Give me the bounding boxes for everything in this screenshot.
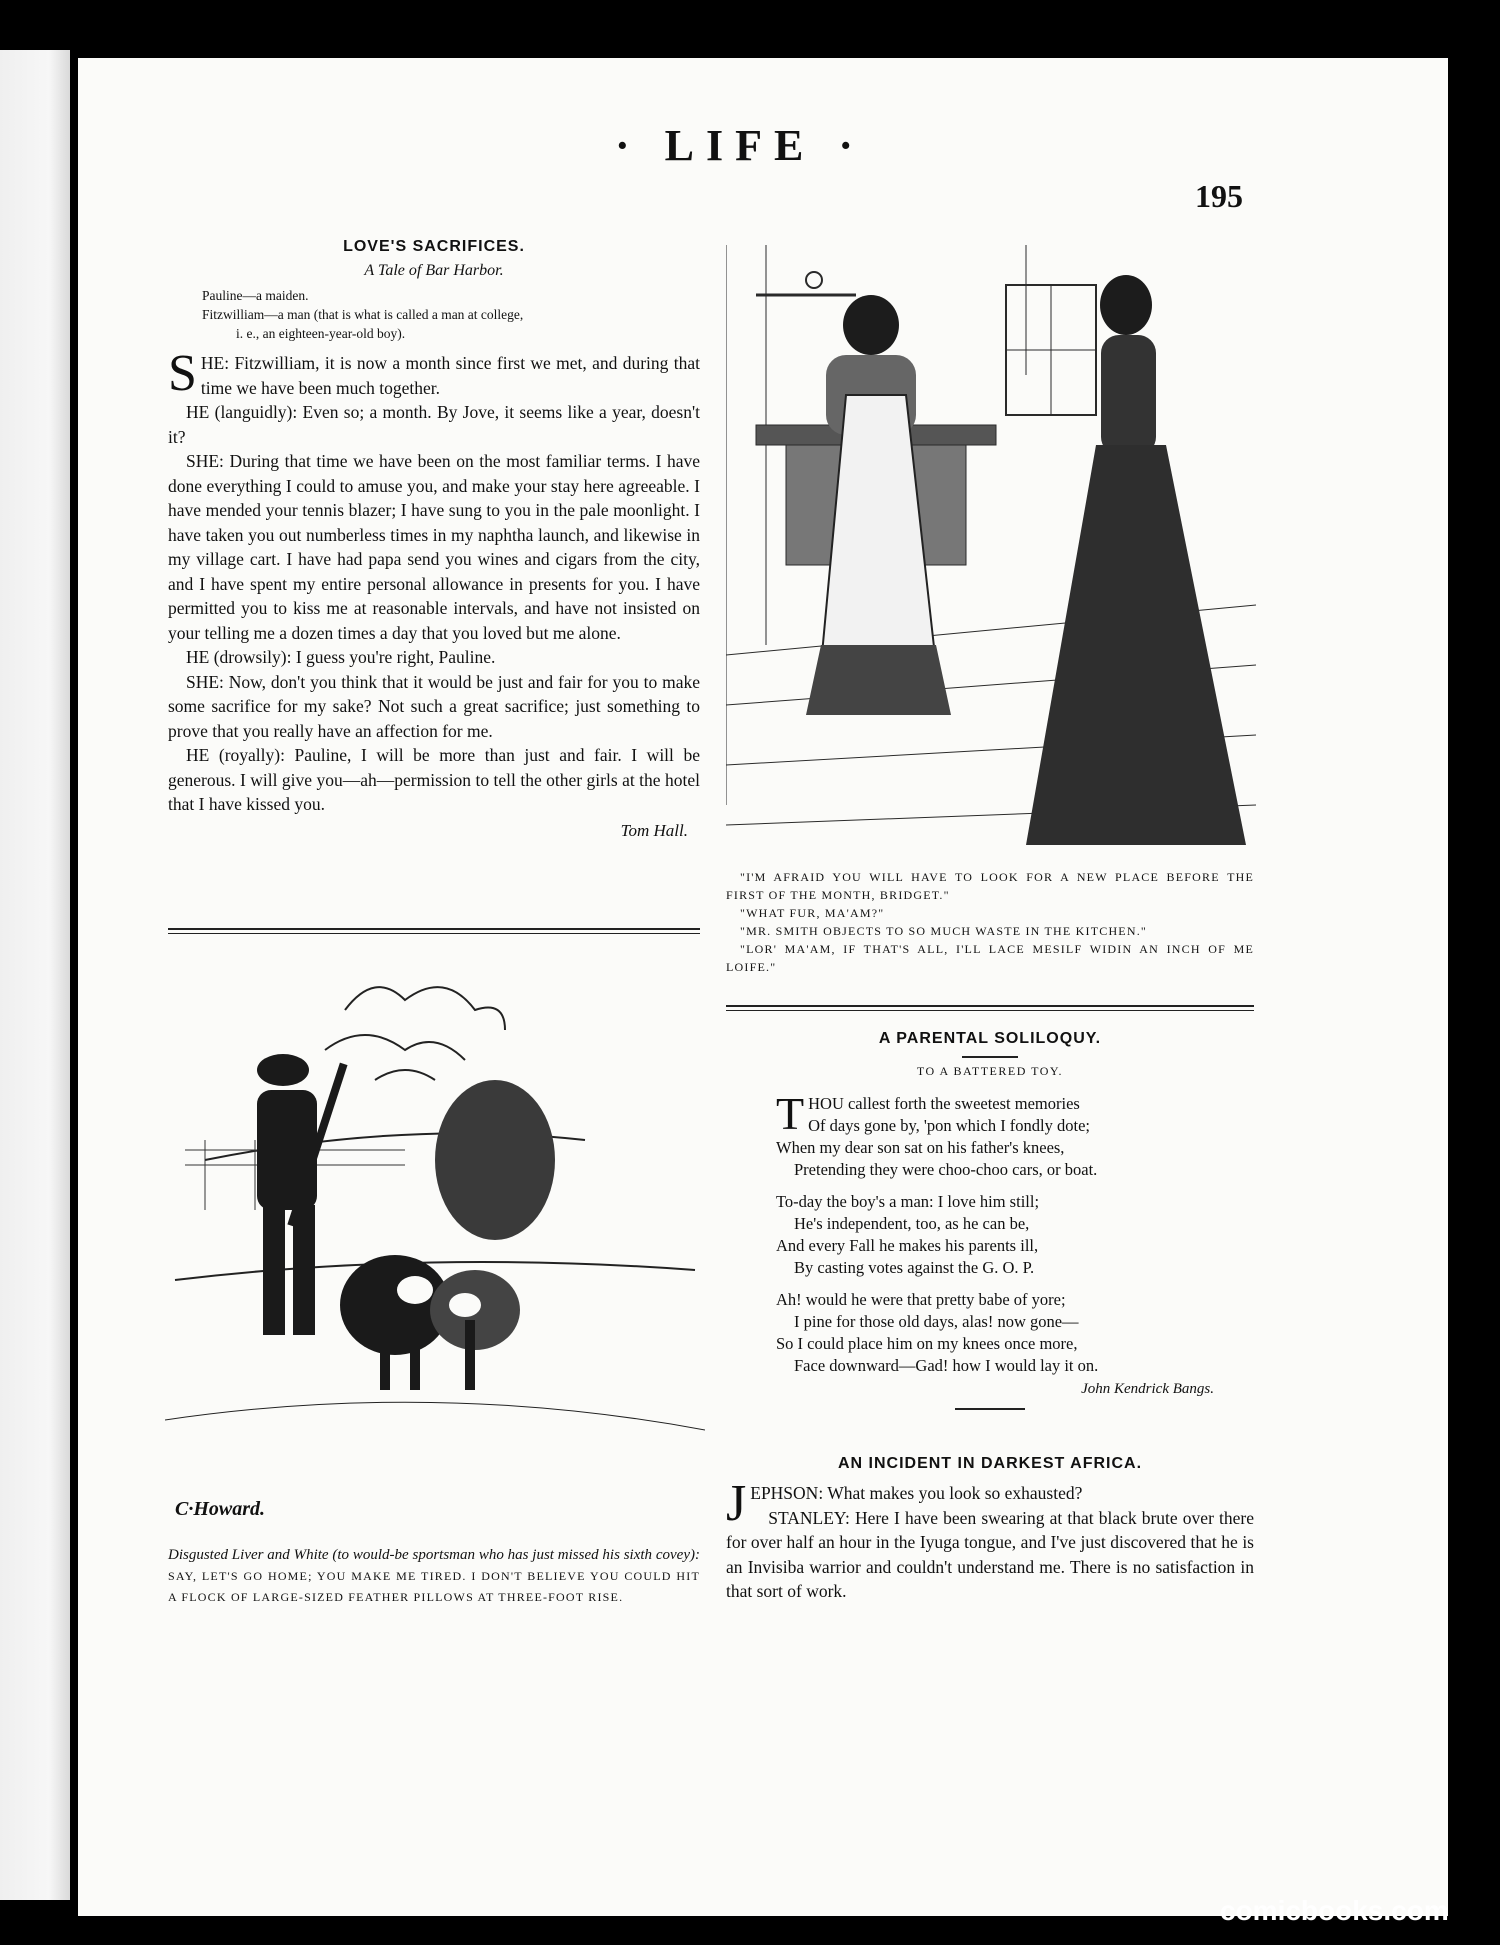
caption-text: SAY, LET'S GO HOME; YOU MAKE ME TIRED. I DON'T BELIEVE YOU COULD HIT A FLOCK OF LARGE-SIZED FEATHER PILLOWS AT THREE-FOOT RISE.	[168, 1569, 700, 1604]
cast-list	[168, 286, 700, 343]
poem-subtitle: TO A BATTERED TOY.	[916, 1064, 1064, 1078]
article-body	[726, 1475, 1254, 1604]
paragraph: HE (royally): Pauline, I will be more than just and fair. I will be generous. I will give you—ah—permission to tell the other girls at the hotel that I have kissed you.	[168, 745, 700, 814]
artist-signature: C·Howard.	[175, 1498, 266, 1520]
article-author: Tom Hall.	[620, 820, 688, 840]
poem-line: To-day the boy's a man: I love him still;	[776, 1192, 1040, 1211]
paragraph: HE (languidly): Even so; a month. By Jove, it seems like a year, doesn't it?	[168, 402, 700, 447]
kitchen-cartoon-caption	[726, 868, 1254, 976]
section-rule	[955, 1408, 1025, 1410]
poem-line: Ah! would he were that pretty babe of yore;	[776, 1290, 1066, 1309]
loves-sacrifices-article	[168, 238, 700, 841]
masthead: · LIFE ·	[614, 121, 866, 170]
drop-cap: J	[726, 1475, 747, 1532]
stanza	[776, 1289, 1254, 1377]
poem-line: When my dear son sat on his father's knees,	[776, 1138, 1065, 1157]
poem-line: So I could place him on my knees once more,	[776, 1334, 1078, 1353]
poem-line: Pretending they were choo-choo cars, or boat.	[794, 1160, 1098, 1179]
section-divider	[726, 1005, 1254, 1011]
caption-line: "MR. SMITH OBJECTS TO SO MUCH WASTE IN THE KITCHEN."	[740, 924, 1148, 938]
poem-author: John Kendrick Bangs.	[1081, 1381, 1214, 1397]
stanza	[776, 1191, 1254, 1279]
paragraph: STANLEY: Here I have been swearing at that black brute over there for over half an hour in the Iyuga tongue, and I've just discovered that he is an Invisiba warrior and couldn't understand me. There is no satisfaction in that sort of work.	[726, 1507, 1254, 1601]
article-title: AN INCIDENT IN DARKEST AFRICA.	[837, 1455, 1143, 1472]
paragraph: JEPHSON: What makes you look so exhausted?	[726, 1475, 1083, 1532]
site-watermark: comicbooks.com	[1220, 1895, 1449, 1926]
paragraph: SHE: Fitzwilliam, it is now a month since first we met, and during that time we have been much together.	[168, 345, 700, 402]
caption-lead: Disgusted Liver and White (to would-be sportsman who has just missed his sixth covey):	[168, 1547, 700, 1563]
paragraph: HE (drowsily): I guess you're right, Pauline.	[186, 647, 496, 667]
poem-line: By casting votes against the G. O. P.	[794, 1258, 1035, 1277]
article-body	[168, 345, 700, 817]
poem-line: I pine for those old days, alas! now gone—	[794, 1312, 1079, 1331]
adjacent-page-edge	[0, 50, 70, 1900]
hunting-cartoon-caption	[168, 1545, 700, 1608]
hunting-cartoon-illustration	[165, 950, 705, 1535]
poem-title: A PARENTAL SOLILOQUY.	[878, 1030, 1102, 1047]
drop-cap: S	[168, 345, 197, 402]
article-subtitle: A Tale of Bar Harbor.	[364, 262, 504, 279]
caption-line: "I'M AFRAID YOU WILL HAVE TO LOOK FOR A NEW PLACE BEFORE THE FIRST OF THE MONTH, BRIDGET."	[726, 870, 1254, 902]
poem-line: THOU callest forth the sweetest memories	[776, 1088, 1080, 1139]
parental-soliloquy-poem	[726, 1030, 1254, 1410]
caption-line: "LOR' MA'AM, IF THAT'S ALL, I'LL LACE MESILF WIDIN AN INCH OF ME LOIFE."	[726, 942, 1254, 974]
section-divider	[168, 928, 700, 934]
paragraph: SHE: During that time we have been on the most familiar terms. I have done everything I could to amuse you, and make your stay here agreeable. I have mended your tennis blazer; I have sung to you in the pale moonlight. I have taken you out numberless times in my naphtha launch, and likewise in my village cart. I have had papa send you wines and cigars from the city, and I have spent my entire personal allowance in presents for you. I have permitted you to kiss me at reasonable intervals, and have not insisted on your telling me a dozen times a day that you loved but me alone.	[168, 451, 700, 643]
stanza	[776, 1088, 1254, 1181]
kitchen-cartoon-illustration	[726, 245, 1256, 865]
poem-line: And every Fall he makes his parents ill,	[776, 1236, 1039, 1255]
page-number: 195	[1195, 178, 1243, 214]
cast-item: Pauline—a maiden.	[202, 288, 309, 303]
poem-line: Of days gone by, 'pon which I fondly dote;	[808, 1116, 1091, 1135]
cast-item: i. e., an eighteen-year-old boy).	[236, 326, 406, 341]
darkest-africa-article	[726, 1455, 1254, 1604]
article-title: LOVE'S SACRIFICES.	[343, 238, 525, 255]
poem-line: Face downward—Gad! how I would lay it on.	[794, 1356, 1099, 1375]
poem-line: He's independent, too, as he can be,	[794, 1214, 1030, 1233]
drop-cap: T	[776, 1088, 805, 1139]
paragraph: SHE: Now, don't you think that it would be just and fair for you to make some sacrifice for my sake? Not such a great sacrifice; just something to prove that you really have an affection for me.	[168, 671, 700, 741]
title-rule	[962, 1056, 1018, 1058]
cast-item: Fitzwilliam—a man (that is what is called a man at college,	[202, 307, 524, 322]
caption-line: "WHAT FUR, MA'AM?"	[740, 906, 885, 920]
poem-body	[726, 1088, 1254, 1377]
